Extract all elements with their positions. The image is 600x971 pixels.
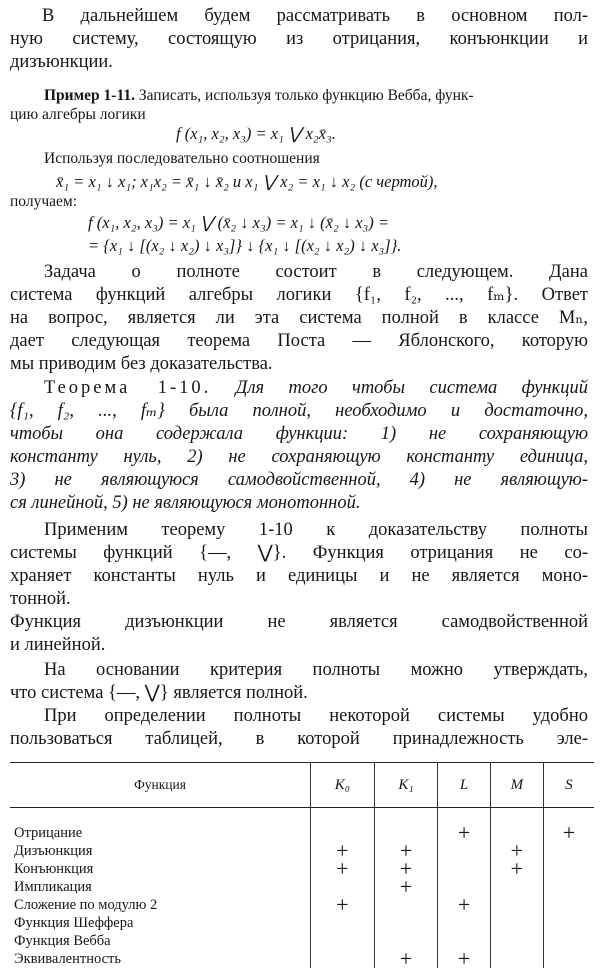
apply-line-4: тонной. — [10, 589, 71, 609]
class-mark-cell: + — [490, 842, 543, 860]
table-row — [10, 878, 594, 896]
class-mark-cell — [374, 914, 438, 932]
table-intro-2: пользоваться таблицей, в которой принадлежность эле- — [10, 729, 588, 749]
theorem-line-1 — [44, 378, 588, 399]
table-intro-1: При определении полноты некоторой системы удобно — [44, 706, 588, 726]
class-mark-cell — [311, 950, 375, 968]
class-mark-cell — [311, 932, 375, 950]
class-mark-cell: + — [374, 950, 438, 968]
class-mark-cell: + — [438, 896, 491, 914]
theorem-intro: Для того чтобы система функций — [211, 378, 588, 398]
class-mark-cell — [490, 932, 543, 950]
formula-2: x̄₁ = x₁ ↓ x₁; x₁x₂ = x̄₁ ↓ x̄₂ и x₁ ⋁ x₂ = x₁ ↓ x₂ (с чертой), — [56, 172, 438, 191]
formula-3a: f (x₁, x₂, x₃) = x₁ ⋁ (x̄₂ ↓ x₃) = x₁ ↓ (x̄₂ ↓ x₃) = — [88, 213, 390, 232]
function-name: Эквивалентность — [14, 951, 121, 967]
header-k1: K₁ — [374, 763, 438, 808]
obtain-label: получаем: — [10, 193, 77, 210]
class-mark-cell: + — [438, 950, 491, 968]
function-name: Импликация — [14, 879, 92, 895]
class-mark-cell: + — [311, 842, 375, 860]
theorem-line-3: чтобы она содержала функции: 1) не сохраняющую — [10, 424, 588, 444]
class-mark-cell: + — [543, 824, 594, 842]
theorem-line-4: константу нуль, 2) не сохраняющую константу единица, — [10, 447, 588, 467]
function-name: Отрицание — [14, 825, 83, 841]
class-mark-cell — [490, 896, 543, 914]
disj-line-2: и линейной. — [10, 635, 106, 655]
function-name: Функция Шеффера — [14, 915, 134, 931]
example-line-2: цию алгебры логики — [10, 106, 146, 123]
example-heading — [44, 87, 588, 105]
task-line-3: на вопрос, является ли эта система полной в классе Mₙ, — [10, 308, 588, 328]
theorem-line-2: {f₁, f₂, ..., fₘ} была полной, необходимо и достаточно, — [10, 401, 588, 421]
intro-line-1: В дальнейшем будем рассматривать в основном пол- — [42, 6, 588, 26]
task-line-4: дает следующая теорема Поста — Яблонского, которую — [10, 331, 588, 351]
class-mark-cell — [543, 950, 594, 968]
class-mark-cell — [438, 860, 491, 878]
table-row — [10, 896, 594, 914]
basis-line-2: что система {—, ⋁} является полной. — [10, 683, 308, 703]
basis-line-1: На основании критерия полноты можно утверждать, — [44, 660, 588, 680]
header-s: S — [543, 763, 594, 808]
theorem-line-6: ся линейной, 5) не являющуюся монотонной. — [10, 493, 361, 513]
apply-line-1: Применим теорему 1-10 к доказательству полноты — [44, 520, 588, 540]
intro-line-2: ную систему, состоящую из отрицания, конъюнкции и — [10, 29, 588, 49]
theorem-label: Теорема 1-10. — [44, 378, 212, 398]
task-line-5: мы приводим без доказательства. — [10, 354, 273, 374]
table-row — [10, 824, 594, 842]
function-name: Дизъюнкция — [14, 843, 93, 859]
header-k0: K₀ — [311, 763, 375, 808]
functions-table — [10, 762, 594, 971]
task-line-1: Задача о полноте состоит в следующем. Дана — [44, 262, 588, 282]
class-mark-cell: + — [438, 824, 491, 842]
formula-3b: = {x₁ ↓ [(x₂ ↓ x₂) ↓ x₃]} ↓ {x₁ ↓ [(x₂ ↓ x₂) ↓ x₃]}. — [88, 236, 402, 255]
table-row — [10, 842, 594, 860]
table-row — [10, 914, 594, 932]
class-mark-cell: + — [374, 860, 438, 878]
using-relations: Используя последовательно соотношения — [44, 150, 320, 167]
example-label: Пример 1-11. — [44, 87, 135, 104]
class-mark-cell: + — [490, 860, 543, 878]
class-mark-cell — [543, 914, 594, 932]
header-m: M — [490, 763, 543, 808]
class-mark-cell — [543, 860, 594, 878]
example-text: Записать, используя только функцию Вебба, функ- — [134, 87, 474, 104]
class-mark-cell: + — [311, 896, 375, 914]
table-spacer-row — [10, 808, 594, 825]
table-header-row — [10, 763, 594, 808]
disj-line-1: Функция дизъюнкции не является самодвойственной — [10, 612, 588, 632]
class-mark-cell — [543, 878, 594, 896]
class-mark-cell — [490, 950, 543, 968]
intro-line-3: дизъюнкции. — [10, 52, 113, 72]
formula-1: f (x₁, x₂, x₃) = x₁ ⋁ x₂x̄₃. — [176, 124, 336, 143]
class-mark-cell: + — [374, 878, 438, 896]
task-line-2: система функций алгебры логики {f₁, f₂, ..., fₘ}. Ответ — [10, 285, 588, 305]
class-mark-cell — [543, 896, 594, 914]
function-name: Сложение по модулю 2 — [14, 897, 158, 913]
header-function: Функция — [10, 763, 311, 808]
class-mark-cell: + — [374, 842, 438, 860]
header-l: L — [438, 763, 491, 808]
table-row — [10, 860, 594, 878]
class-mark-cell: + — [311, 860, 375, 878]
class-mark-cell — [490, 914, 543, 932]
function-name: Функция Вебба — [14, 933, 111, 949]
table-row — [10, 950, 594, 968]
apply-line-2: системы функций {—, ⋁}. Функция отрицания не со- — [10, 543, 588, 563]
table-row — [10, 932, 594, 950]
class-mark-cell — [543, 932, 594, 950]
apply-line-3: храняет константы нуль и единицы и не является моно- — [10, 566, 588, 586]
theorem-line-5: 3) не являющуюся самодвойственной, 4) не являющую- — [10, 470, 588, 490]
table-body — [10, 808, 594, 969]
function-name: Конъюнкция — [14, 861, 94, 877]
